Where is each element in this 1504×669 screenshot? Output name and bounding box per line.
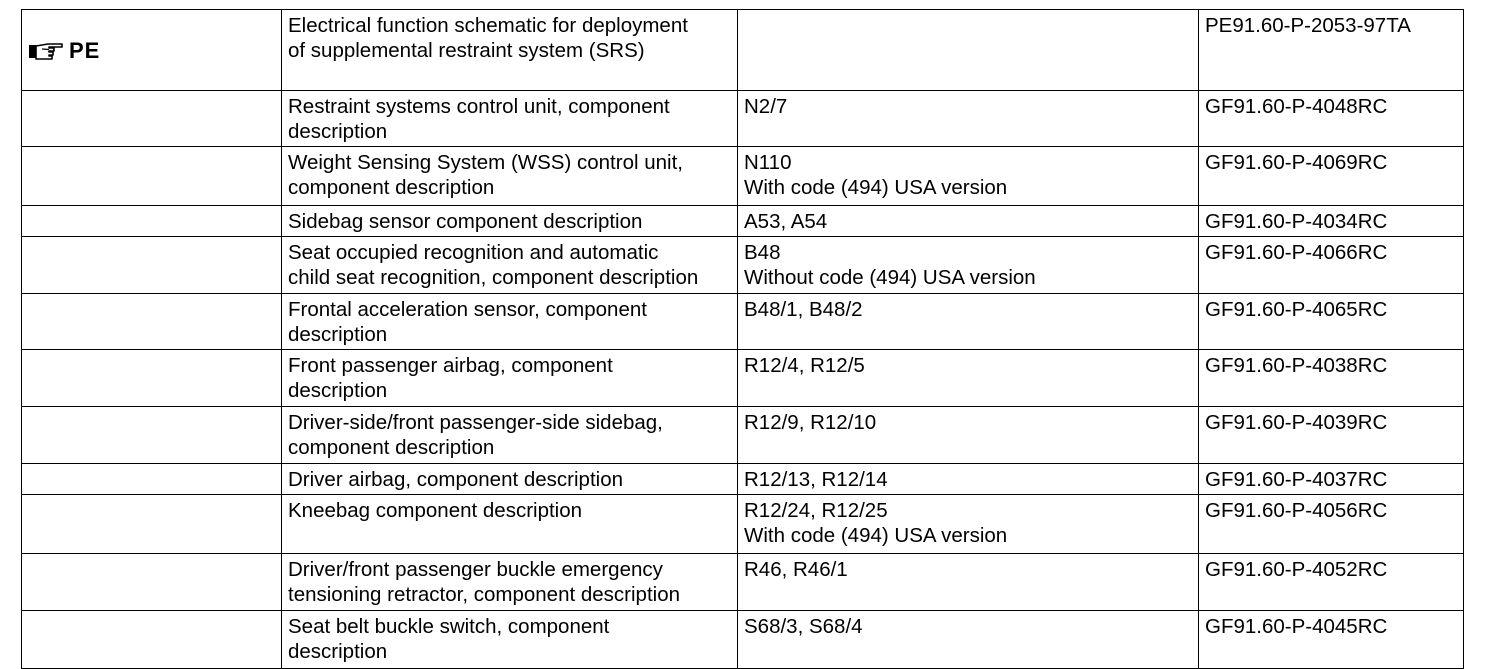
- reference-cell: GF91.60-P-4034RC: [1199, 206, 1464, 237]
- reference-cell: GF91.60-P-4048RC: [1199, 91, 1464, 147]
- table-body: [22, 10, 1464, 669]
- description-cell: Frontal acceleration sensor, component description: [282, 294, 738, 350]
- description-cell: Weight Sensing System (WSS) control unit, component description: [282, 147, 738, 206]
- component-cell: R12/13, R12/14: [738, 464, 1199, 495]
- description-cell: Seat occupied recognition and automatic child seat recognition, component description: [282, 237, 738, 294]
- marker-cell: [22, 554, 282, 611]
- table-row: [22, 237, 1464, 294]
- description-cell: Driver/front passenger buckle emergency tensioning retractor, component description: [282, 554, 738, 611]
- reference-cell: GF91.60-P-4066RC: [1199, 237, 1464, 294]
- description-cell: Electrical function schematic for deployment of supplemental restraint system (SRS): [282, 10, 738, 91]
- marker-cell: [22, 206, 282, 237]
- component-cell: A53, A54: [738, 206, 1199, 237]
- reference-cell: GF91.60-P-4039RC: [1199, 407, 1464, 464]
- component-cell: B48/1, B48/2: [738, 294, 1199, 350]
- marker-cell: [22, 464, 282, 495]
- reference-cell: GF91.60-P-4052RC: [1199, 554, 1464, 611]
- table-row: [22, 407, 1464, 464]
- marker-cell: [22, 407, 282, 464]
- marker-cell: [22, 495, 282, 554]
- table-row: [22, 350, 1464, 407]
- component-cell: [738, 10, 1199, 91]
- description-cell: Kneebag component description: [282, 495, 738, 554]
- pe-marker: [28, 38, 276, 63]
- component-cell: R46, R46/1: [738, 554, 1199, 611]
- reference-cell: GF91.60-P-4065RC: [1199, 294, 1464, 350]
- marker-cell: [22, 91, 282, 147]
- description-cell: Restraint systems control unit, component description: [282, 91, 738, 147]
- description-cell: Driver airbag, component description: [282, 464, 738, 495]
- marker-cell: [22, 611, 282, 669]
- table-row: [22, 147, 1464, 206]
- reference-cell: GF91.60-P-4038RC: [1199, 350, 1464, 407]
- table-row: [22, 91, 1464, 147]
- table-row: [22, 464, 1464, 495]
- marker-cell: [22, 237, 282, 294]
- component-cell: R12/24, R12/25 With code (494) USA version: [738, 495, 1199, 554]
- component-cell: N110 With code (494) USA version: [738, 147, 1199, 206]
- description-cell: Driver-side/front passenger-side sidebag, component description: [282, 407, 738, 464]
- marker-cell: [22, 350, 282, 407]
- table-row: [22, 294, 1464, 350]
- marker-cell: [22, 10, 282, 91]
- reference-cell: GF91.60-P-4056RC: [1199, 495, 1464, 554]
- description-cell: Front passenger airbag, component description: [282, 350, 738, 407]
- table-row: [22, 611, 1464, 669]
- table-row: [22, 10, 1464, 91]
- pe-label: PE: [69, 38, 101, 63]
- reference-cell: PE91.60-P-2053-97TA: [1199, 10, 1464, 91]
- reference-cell: GF91.60-P-4045RC: [1199, 611, 1464, 669]
- table-row: [22, 495, 1464, 554]
- component-cell: N2/7: [738, 91, 1199, 147]
- component-cell: R12/4, R12/5: [738, 350, 1199, 407]
- table-row: [22, 554, 1464, 611]
- reference-table: [21, 9, 1464, 669]
- marker-cell: [22, 294, 282, 350]
- reference-cell: GF91.60-P-4037RC: [1199, 464, 1464, 495]
- description-cell: Seat belt buckle switch, component description: [282, 611, 738, 669]
- reference-cell: GF91.60-P-4069RC: [1199, 147, 1464, 206]
- pointing-hand-icon: [28, 16, 64, 86]
- description-cell: Sidebag sensor component description: [282, 206, 738, 237]
- table-row: [22, 206, 1464, 237]
- component-cell: B48 Without code (494) USA version: [738, 237, 1199, 294]
- marker-cell: [22, 147, 282, 206]
- component-cell: R12/9, R12/10: [738, 407, 1199, 464]
- component-cell: S68/3, S68/4: [738, 611, 1199, 669]
